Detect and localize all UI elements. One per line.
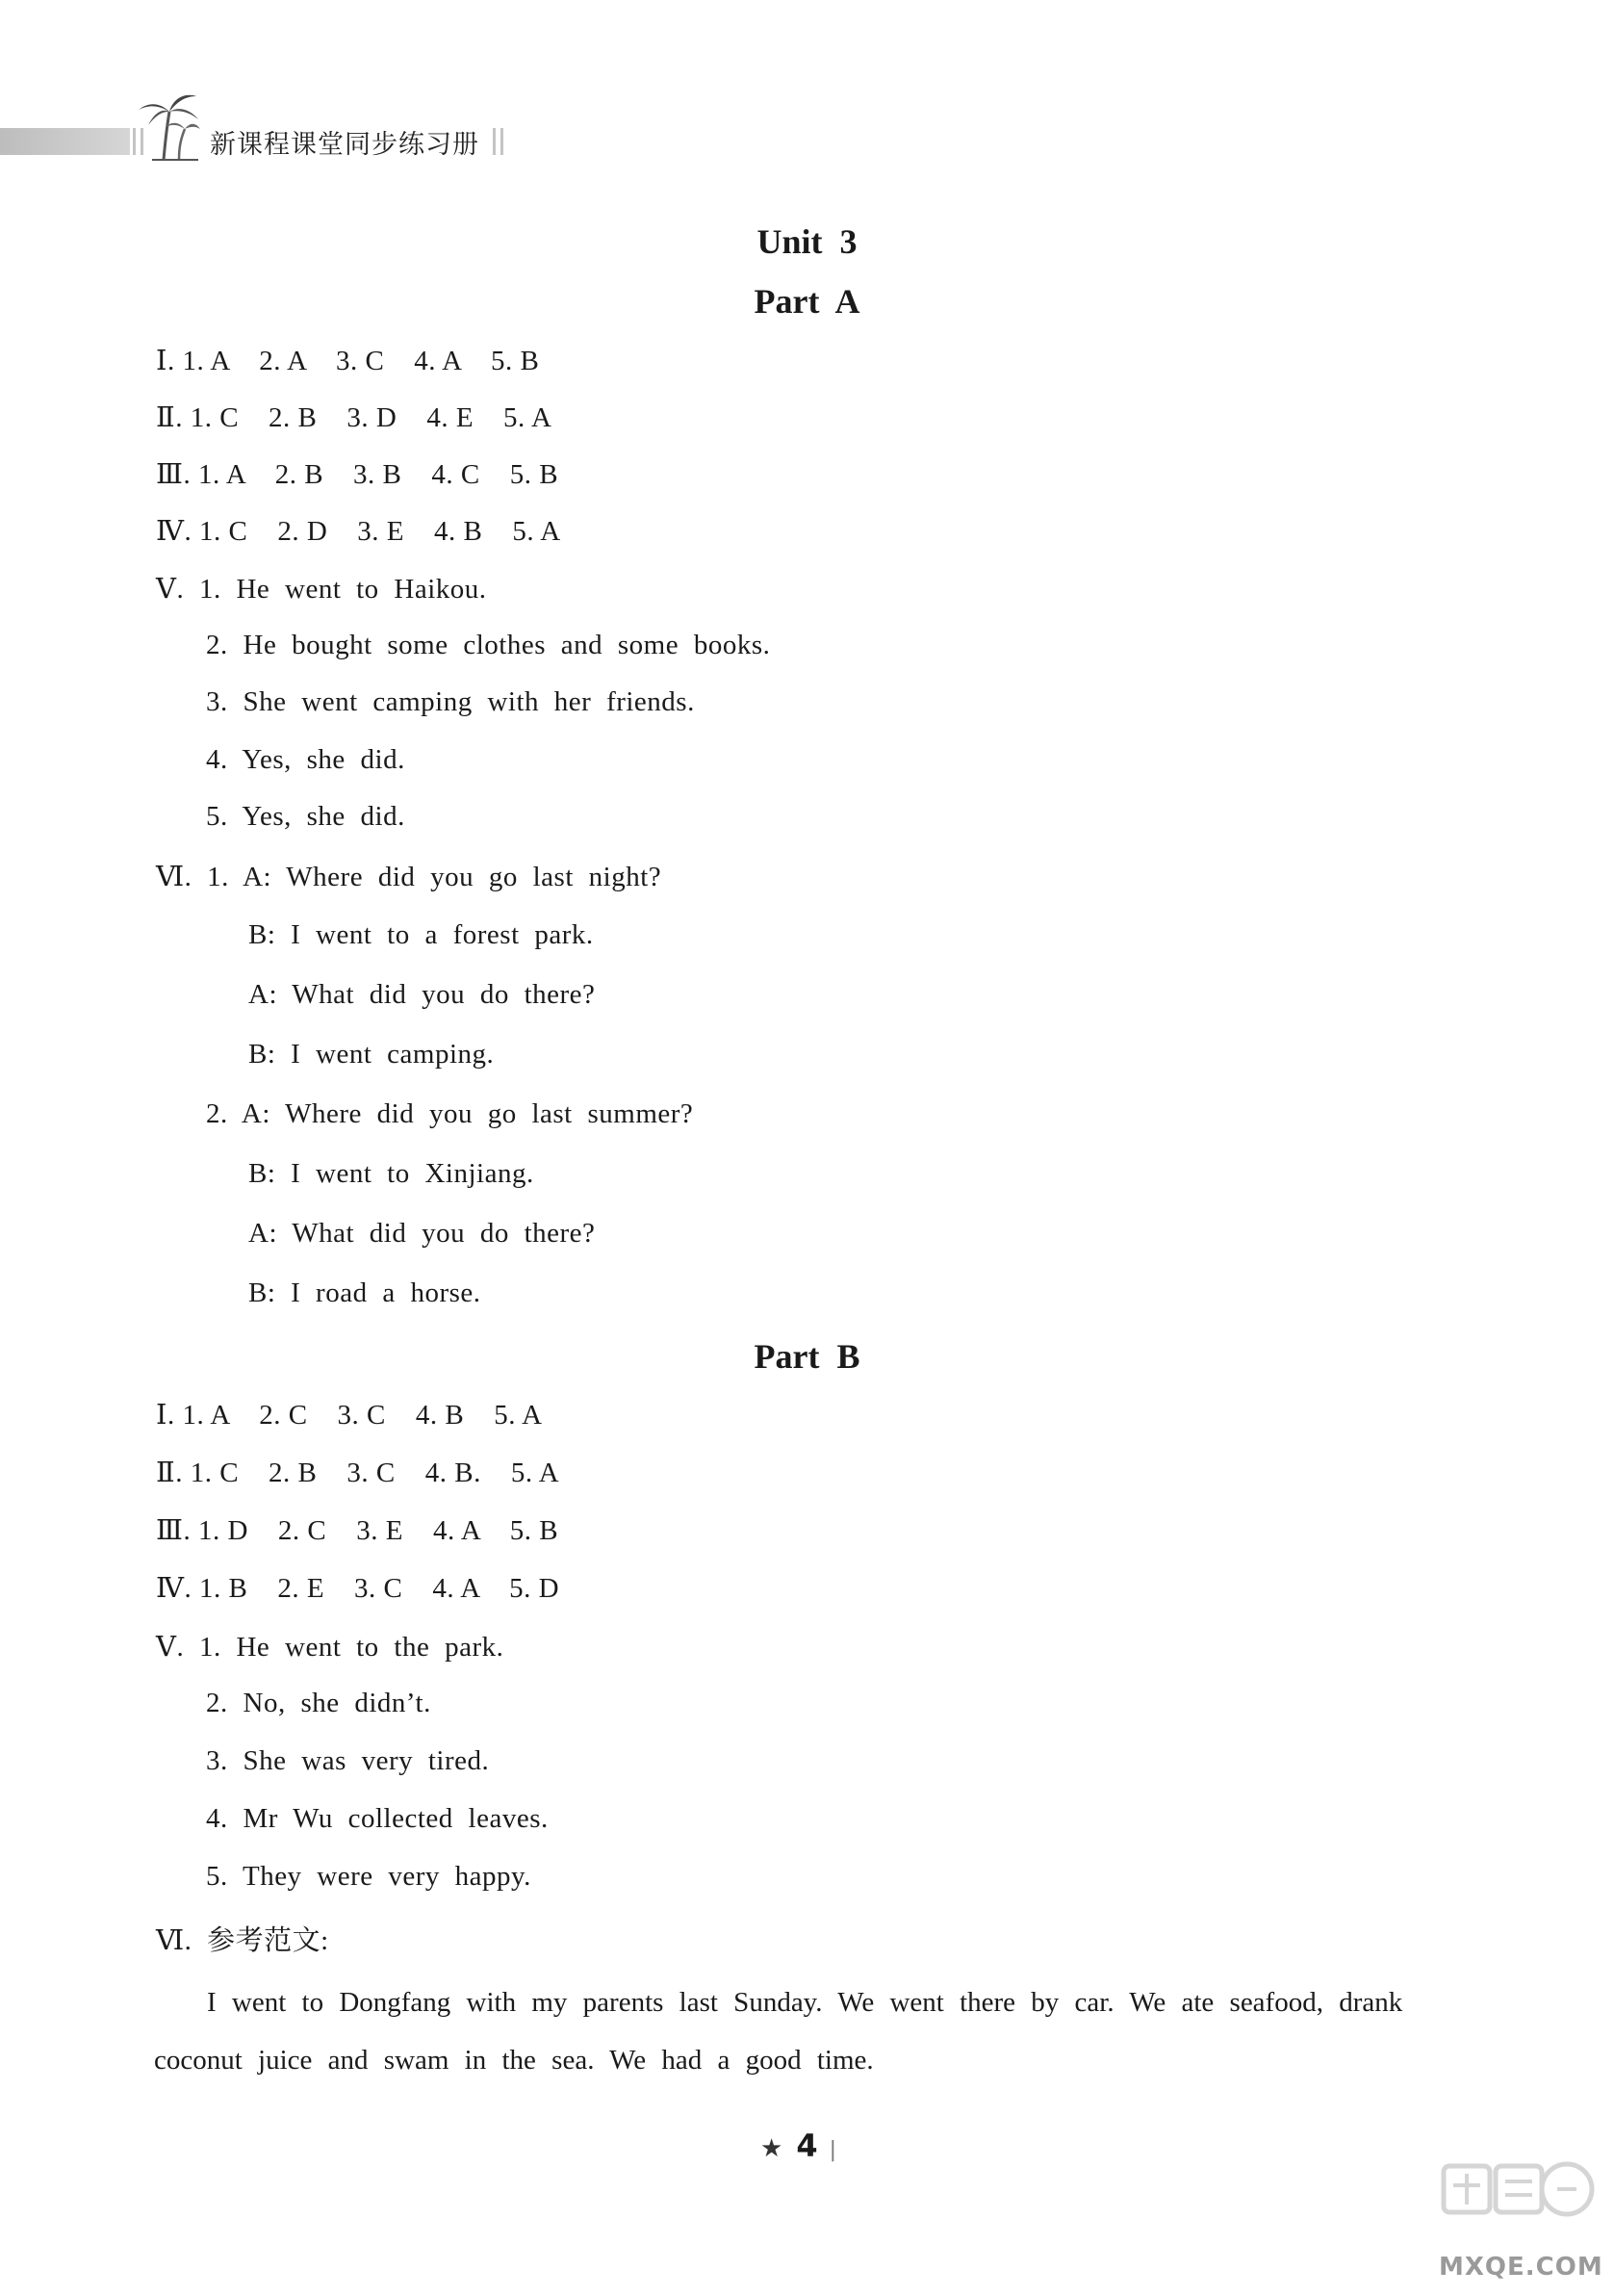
header-bar [0,128,130,155]
page-header [0,75,539,162]
answer-line: 3. She went camping with her friends. [206,686,695,717]
header-divider-end [493,128,503,155]
answer-line: Ⅲ. 1. A 2. B 3. B 4. C 5. B [156,459,559,490]
answer-line: 2. No, she didn’t. [206,1688,431,1718]
answer-line: 2. A: Where did you go last summer? [206,1098,694,1129]
page-footer [760,2128,836,2164]
answer-line: Ⅳ. 1. B 2. E 3. C 4. A 5. D [156,1573,560,1604]
answer-line: B: I road a horse. [248,1277,481,1308]
answer-line: 5. Yes, she did. [206,801,405,832]
answer-line: B: I went to a forest park. [248,919,594,950]
answer-line: Ⅱ. 1. C 2. B 3. D 4. E 5. A [156,402,552,433]
answer-line: B: I went camping. [248,1039,495,1070]
page-marker-icon: | [829,2138,836,2162]
page-number: 4 [796,2128,818,2164]
answer-line: Ⅰ. 1. A 2. C 3. C 4. B 5. A [156,1400,543,1431]
model-essay: I went to Dongfang with my parents last Sunday. We went there by car. We ate seafood, drank coconut juice and swam in the sea. We had a good time. [154,1987,1403,2076]
answer-line: Ⅰ. 1. A 2. A 3. C 4. A 5. B [156,346,540,376]
answer-line: 4. Mr Wu collected leaves. [206,1803,549,1834]
answer-line: B: I went to Xinjiang. [248,1158,534,1189]
answer-line: Ⅳ. 1. C 2. D 3. E 4. B 5. A [156,516,561,547]
answer-line: Ⅱ. 1. C 2. B 3. C 4. B. 5. A [156,1458,560,1488]
answer-line: A: What did you do there? [248,979,596,1010]
answer-line: Ⅵ. 1. A: Where did you go last night? [156,862,662,892]
answer-line: 3. She was very tired. [206,1745,490,1776]
answer-line: A: What did you do there? [248,1218,596,1249]
star-icon: ★ [760,2134,783,2163]
answer-line: 2. He bought some clothes and some books. [206,630,771,660]
answer-line: 5. They were very happy. [206,1861,531,1892]
answer-line: Ⅲ. 1. D 2. C 3. E 4. A 5. B [156,1515,559,1546]
palm-tree-icon [135,85,200,162]
essay-heading: Ⅵ. 参考范文: [156,1925,329,1956]
unit-title: Unit 3 [756,222,858,261]
part-a-title: Part A [754,282,860,321]
answer-line: 4. Yes, she did. [206,744,405,775]
answer-line: Ⅴ. 1. He went to Haikou. [156,574,487,605]
answer-line: Ⅴ. 1. He went to the park. [156,1632,504,1663]
part-b-title: Part B [754,1337,860,1376]
series-title: 新课程课堂同步练习册 [210,130,479,160]
watermark-text: MXQE.COM [1439,2253,1603,2282]
